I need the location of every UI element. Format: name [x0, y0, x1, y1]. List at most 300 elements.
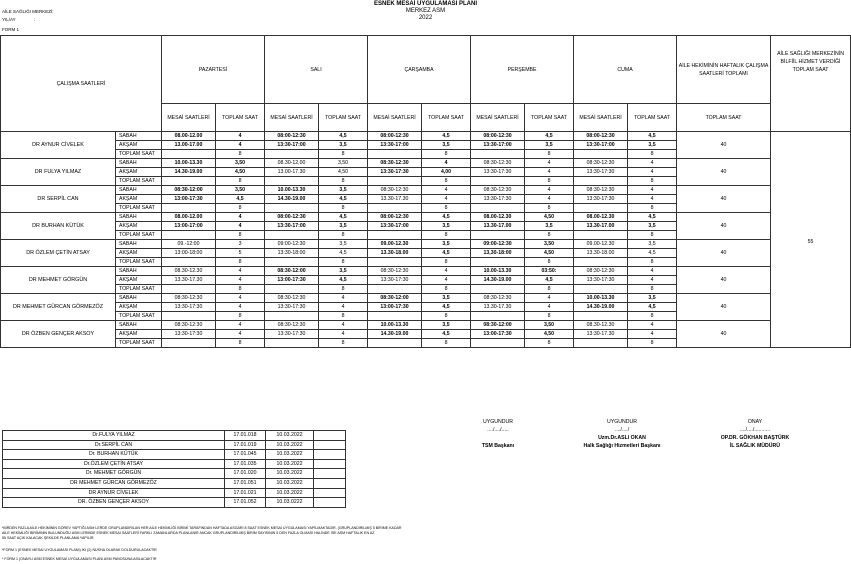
shift-total: 4,50 [525, 249, 574, 258]
signature-number: 17.01.021 [225, 488, 266, 498]
doctor-name: DR ÖZLEM ÇETİN ATSAY [1, 240, 116, 267]
signature-box [314, 459, 346, 469]
day-hours-empty [471, 204, 525, 213]
day-hours-empty [162, 312, 216, 321]
day-total: 8 [422, 258, 471, 267]
shift-hours: 13:30-17:30 [574, 276, 628, 285]
shift-hours: 13:30-17:00 [471, 141, 525, 150]
shift-total: 4 [319, 303, 368, 312]
shift-hours: 09.00-12.30 [368, 240, 422, 249]
header-weekly: AİLE HEKİMİNİN HAFTALIK ÇALIŞMA SAATLERİ TOPLAMI [677, 36, 771, 104]
document-title: ESNEK MESAİ UYGULAMASI PLANI [373, 1, 477, 7]
shift-hours: 08.00-12.00 [162, 132, 216, 141]
shift-hours: 08.00-12.30 [574, 213, 628, 222]
shift-hours: 13.30-17.00 [471, 222, 525, 231]
shift-hours: 14.30-19.00 [368, 330, 422, 339]
signature-box [314, 440, 346, 450]
approval-name: Uzm.Dr.ASLI OKAN [598, 435, 646, 441]
approval-name: OP.DR. GÖKHAN BAŞTÜRK [720, 435, 790, 441]
shift-hours: 08:30-12:30 [574, 267, 628, 276]
shift-hours: 14.30-19.00 [574, 303, 628, 312]
shift-total: 4,5 [319, 249, 368, 258]
signature-box [314, 498, 346, 508]
shift-total: 4,5 [628, 213, 677, 222]
shift-hours: 13:30-17:30 [265, 330, 319, 339]
shift-hours: 09:00-12:30 [265, 240, 319, 249]
day-hours-empty [265, 339, 319, 348]
shift-total: 4 [628, 159, 677, 168]
day-hours-empty [574, 150, 628, 159]
doctor-name: DR SERPİL CAN [1, 186, 116, 213]
shift-hours: 13:30-17:00 [368, 222, 422, 231]
day-hours-empty [471, 339, 525, 348]
shift-hours: 13:30-17:00 [574, 141, 628, 150]
shift-hours: 08:30-12:00 [265, 267, 319, 276]
shift-total: 4 [422, 267, 471, 276]
shift-hours: 08.00-12.00 [162, 213, 216, 222]
shift-label: SABAH [116, 294, 162, 303]
weekly-total: 40 [677, 240, 771, 267]
day-total: 8 [319, 339, 368, 348]
shift-total: 4 [525, 303, 574, 312]
shift-hours: 08:30-12:30 [471, 294, 525, 303]
shift-total: 4,5 [422, 132, 471, 141]
shift-total: 4 [216, 330, 265, 339]
signature-name: DR MEHMET GÜRCAN GÖRMEZÖZ [3, 478, 225, 488]
subheader-toplam: TOPLAM SAAT [422, 104, 471, 132]
shift-hours: 08:30-12:00 [368, 294, 422, 303]
note-1: *BİRDEN FAZLA AİLE HEKİMİNİN GÖREV YAPTIĞI ASM LERDE GRUPLANDIRILAN HER AİLE HEKİMLİĞİ BİRİMİ TARAFINDAN HAFTADA ASGARİ 8 SAAT ESNEK MESAİ UYGULAMASI YAPILMAKTADIR. (GRUPLANDIRILMIŞ 5 BİRİME KADAR [2, 526, 402, 530]
header-day: SALI [265, 36, 368, 104]
day-total: 8 [319, 204, 368, 213]
shift-hours: 13:30-17:00 [368, 141, 422, 150]
shift-total: 3 [216, 240, 265, 249]
shift-label: AKŞAM [116, 276, 162, 285]
shift-hours: 13:30-17:00 [265, 141, 319, 150]
shift-total: 4,5 [319, 132, 368, 141]
shift-hours: 13.30-18.00 [368, 249, 422, 258]
shift-hours: 13.30-18.00 [574, 249, 628, 258]
day-hours-empty [368, 150, 422, 159]
shift-total: 4 [216, 276, 265, 285]
day-hours-empty [574, 285, 628, 294]
note-4: *FORM 1 (ESNEK MESAİ UYGULAMASI PLANI) İKİ (2) NÜSHA OLARAK DOLDURULACAKTIR [2, 548, 157, 552]
signature-name: Dr. MEHMET GÖRGÜN [3, 469, 225, 479]
signature-row [3, 431, 346, 441]
shift-total: 4,5 [422, 249, 471, 258]
shift-label: AKŞAM [116, 249, 162, 258]
day-hours-empty [471, 312, 525, 321]
signature-number: 17.01.051 [225, 478, 266, 488]
shift-total: 4 [216, 303, 265, 312]
shift-total: 4,50 [525, 330, 574, 339]
day-hours-empty [574, 258, 628, 267]
day-total: 8 [525, 231, 574, 240]
day-total: 8 [216, 231, 265, 240]
day-hours-empty [162, 150, 216, 159]
approval-head: UYGUNDUR [483, 419, 513, 425]
header-day: ÇARŞAMBA [368, 36, 471, 104]
shift-total: 3,5 [422, 141, 471, 150]
shift-hours: 08:30-12:30 [471, 159, 525, 168]
signature-date: 10.03.2022 [266, 469, 314, 479]
header-day: PERŞEMBE [471, 36, 574, 104]
shift-total: 4 [216, 267, 265, 276]
shift-total: 3,5 [422, 240, 471, 249]
shift-total: 4 [422, 159, 471, 168]
schedule-row [1, 132, 851, 141]
shift-label: TOPLAM SAAT [116, 150, 162, 159]
shift-total: 4 [525, 186, 574, 195]
day-hours-empty [368, 231, 422, 240]
signature-date: 10.03.0222 [266, 498, 314, 508]
signature-name: Dr.ÖZLEM ÇETİN ATSAY [3, 459, 225, 469]
shift-total: 3,50 [525, 321, 574, 330]
shift-total: 4 [216, 132, 265, 141]
shift-total: 03:50: [525, 267, 574, 276]
shift-hours: 13:30-17:30 [162, 303, 216, 312]
shift-total: 4 [525, 168, 574, 177]
day-hours-empty [471, 285, 525, 294]
day-hours-empty [368, 339, 422, 348]
signature-date: 10.03.2022 [266, 450, 314, 460]
shift-total: 4,5 [319, 195, 368, 204]
signature-number: 17.01.045 [225, 450, 266, 460]
note-3: 55 SAAT AÇIK KALACAK ŞEKİLDE PLANLAMA YAPILIR. [2, 536, 95, 540]
approval-date: ..../..../ [614, 427, 630, 433]
month-label: YIL/AY : [2, 17, 35, 22]
shift-label: SABAH [116, 321, 162, 330]
day-total: 8 [628, 204, 677, 213]
shift-total: 4 [628, 168, 677, 177]
shift-hours: 09.-12:00 [162, 240, 216, 249]
shift-total: 4,5 [216, 195, 265, 204]
day-hours-empty [265, 231, 319, 240]
shift-label: AKŞAM [116, 168, 162, 177]
signature-name: Dr.FULYA YILMAZ [3, 431, 225, 441]
shift-hours: 08:30-12:30 [162, 294, 216, 303]
approval-head: UYGUNDUR [607, 419, 637, 425]
day-total: 8 [628, 258, 677, 267]
day-total: 8 [216, 339, 265, 348]
day-total: 8 [216, 312, 265, 321]
shift-hours: 13:30-17:30 [574, 168, 628, 177]
schedule-row [1, 186, 851, 195]
day-total: 8 [628, 231, 677, 240]
schedule-row [1, 294, 851, 303]
weekly-total: 40 [677, 159, 771, 186]
shift-hours: 13:30-18:00 [265, 249, 319, 258]
shift-total: 4,50 [216, 168, 265, 177]
note-2: AİLE HEKİMLİĞİ BİRİMİNİN BULUNDUĞU ASM LERMDE ESNEK MESAİ SAATLERİ FARKLI ZAMANLARDA PLANLANIR ANCAK GRUPLANDIRILMIŞ BİRİM SAYISININ 5 DEN FAZLA OLMASI HALİNDE İSE ASM HAFTALIK EN AZ [2, 531, 375, 535]
shift-total: 4 [628, 195, 677, 204]
approval-title: TSM Başkanı [481, 443, 515, 449]
signature-row [3, 469, 346, 479]
signature-date: 10.03.2022 [266, 488, 314, 498]
shift-total: 4 [628, 330, 677, 339]
day-total: 8 [525, 312, 574, 321]
signature-row [3, 478, 346, 488]
shift-hours: 13:30-17:00 [265, 222, 319, 231]
header-hours: ÇALIŞMA SAATLERİ [1, 36, 162, 132]
shift-hours: 08.00-12.30 [471, 213, 525, 222]
shift-total: 4 [525, 294, 574, 303]
day-hours-empty [162, 285, 216, 294]
shift-total: 3,5 [525, 222, 574, 231]
shift-label: TOPLAM SAAT [116, 339, 162, 348]
day-hours-empty [574, 231, 628, 240]
shift-total: 4 [422, 186, 471, 195]
signature-number: 17.01.019 [225, 440, 266, 450]
day-total: 8 [319, 177, 368, 186]
shift-hours: 08:30-12:30 [574, 186, 628, 195]
day-total: 8 [525, 150, 574, 159]
shift-total: 4,5 [422, 330, 471, 339]
day-total: 8 [319, 150, 368, 159]
day-total: 8 [422, 312, 471, 321]
shift-hours: 13:00-17:00 [162, 222, 216, 231]
form-label: FORM 1 [2, 27, 20, 32]
day-total: 8 [422, 150, 471, 159]
shift-hours: 13:30-17:30 [265, 303, 319, 312]
subheader-mesai: MESAİ SAATLERİ [574, 104, 628, 132]
day-total: 8 [628, 177, 677, 186]
schedule-row [1, 240, 851, 249]
day-hours-empty [574, 204, 628, 213]
shift-hours: 08:00-12:30 [265, 132, 319, 141]
shift-hours: 13:30-17:30 [574, 195, 628, 204]
signature-row [3, 488, 346, 498]
day-hours-empty [368, 312, 422, 321]
day-total: 8 [216, 204, 265, 213]
shift-total: 4,50 [319, 168, 368, 177]
center-label: AİLE SAĞLIĞI MERKEZİ: [2, 9, 54, 14]
shift-hours: 08:30-12:00 [471, 321, 525, 330]
signature-date: 10.03.2022 [266, 440, 314, 450]
day-total: 8 [422, 285, 471, 294]
shift-total: 4 [216, 321, 265, 330]
day-hours-empty [368, 285, 422, 294]
day-hours-empty [574, 339, 628, 348]
day-total: 8 [525, 177, 574, 186]
signature-box [314, 478, 346, 488]
shift-hours: 13.00-17.30 [265, 168, 319, 177]
shift-hours: 08:30-12:30 [368, 267, 422, 276]
shift-total: 3,5 [628, 240, 677, 249]
center-total-value: 55 [771, 132, 851, 348]
shift-hours: 08:00-12:30 [471, 132, 525, 141]
shift-label: TOPLAM SAAT [116, 204, 162, 213]
subheader-mesai: MESAİ SAATLERİ [471, 104, 525, 132]
shift-hours: 08:30-12:00 [162, 186, 216, 195]
signature-box [314, 488, 346, 498]
shift-hours: 13.30-17.30 [471, 303, 525, 312]
shift-total: 3,5 [628, 141, 677, 150]
weekly-total: 40 [677, 294, 771, 321]
shift-total: 4,5 [525, 276, 574, 285]
shift-hours: 08:00-12:30 [574, 132, 628, 141]
shift-hours: 08.30-12,00 [265, 159, 319, 168]
approval-title: İL SAĞLIK MÜDÜRÜ [729, 443, 781, 449]
subheader-mesai: MESAİ SAATLERİ [265, 104, 319, 132]
day-hours-empty [471, 150, 525, 159]
shift-total: 4 [422, 276, 471, 285]
subheader-toplam: TOPLAM SAAT [628, 104, 677, 132]
shift-total: 4 [319, 294, 368, 303]
approval-title: Halk Sağlığı Hizmetleri Başkanı [583, 443, 661, 449]
shift-total: 4 [319, 321, 368, 330]
day-total: 8 [422, 339, 471, 348]
signature-name: Dr. BURHAN KÜTÜK [3, 450, 225, 460]
doctor-name: DR MEHMET GÖRGÜN [1, 267, 116, 294]
shift-total: 4,5 [628, 249, 677, 258]
day-hours-empty [471, 258, 525, 267]
shift-hours: 13:30-17:30 [162, 330, 216, 339]
schedule-row [1, 267, 851, 276]
shift-total: 4 [628, 186, 677, 195]
shift-hours: 13:00-18:00 [162, 249, 216, 258]
signature-table [2, 430, 346, 508]
shift-total: 3,50 [525, 240, 574, 249]
signature-row [3, 498, 346, 508]
shift-total: 4,50 [525, 213, 574, 222]
shift-hours: 14.30-19.00 [162, 168, 216, 177]
shift-label: TOPLAM SAAT [116, 285, 162, 294]
schedule-row [1, 321, 851, 330]
shift-total: 4,5 [319, 213, 368, 222]
shift-hours: 13.30-17.30 [368, 195, 422, 204]
weekly-total: 40 [677, 321, 771, 348]
schedule-row [1, 213, 851, 222]
day-total: 8 [319, 231, 368, 240]
day-total: 8 [628, 285, 677, 294]
day-hours-empty [368, 204, 422, 213]
approval-head: ONAY [747, 419, 763, 425]
shift-label: SABAH [116, 186, 162, 195]
shift-total: 4 [216, 294, 265, 303]
doctor-name: DR MEHMET GÜRCAN GÖRMEZÖZ [1, 294, 116, 321]
shift-hours: 08:30-12:30 [265, 294, 319, 303]
shift-hours: 13.30-17.30 [162, 276, 216, 285]
day-total: 8 [319, 285, 368, 294]
day-total: 8 [422, 231, 471, 240]
shift-total: 4,5 [319, 276, 368, 285]
shift-label: AKŞAM [116, 141, 162, 150]
shift-hours: 10.00-13.30 [574, 294, 628, 303]
shift-total: 3,5 [525, 141, 574, 150]
day-total: 8 [216, 150, 265, 159]
shift-hours: 13:30-17:30 [368, 168, 422, 177]
shift-hours: 09.00-12.30 [574, 240, 628, 249]
shift-total: 3,50 [319, 159, 368, 168]
subheader-toplam: TOPLAM SAAT [319, 104, 368, 132]
day-total: 8 [628, 150, 677, 159]
day-hours-empty [265, 258, 319, 267]
day-hours-empty [368, 258, 422, 267]
shift-hours: 14.30-19.00 [471, 276, 525, 285]
approval-director [665, 418, 845, 450]
shift-total: 5 [216, 249, 265, 258]
day-hours-empty [574, 312, 628, 321]
subheader-mesai: MESAİ SAATLERİ [162, 104, 216, 132]
document-year: 2022 [418, 15, 433, 21]
signature-name: Dr.SERPİL CAN [3, 440, 225, 450]
shift-label: SABAH [116, 213, 162, 222]
shift-total: 4 [525, 159, 574, 168]
shift-label: AKŞAM [116, 222, 162, 231]
shift-hours: 13:00-17:30 [368, 303, 422, 312]
shift-hours: 10.00-13.30 [162, 159, 216, 168]
day-hours-empty [265, 285, 319, 294]
doctor-name: DR FULYA YILMAZ [1, 159, 116, 186]
shift-hours: 10.00-13.30 [368, 321, 422, 330]
day-hours-empty [162, 231, 216, 240]
shift-total: 4 [216, 222, 265, 231]
signature-box [314, 431, 346, 441]
shift-hours: 13,30-18:00 [471, 249, 525, 258]
shift-total: 4,5 [525, 132, 574, 141]
signature-date: 10.03.2022 [266, 459, 314, 469]
shift-hours: 10.00-13.30 [471, 267, 525, 276]
shift-label: SABAH [116, 159, 162, 168]
shift-hours: 13:30-17.30 [574, 330, 628, 339]
weekly-total: 40 [677, 213, 771, 240]
shift-label: AKŞAM [116, 303, 162, 312]
day-total: 8 [628, 339, 677, 348]
shift-total: 3,5 [422, 294, 471, 303]
signature-box [314, 450, 346, 460]
day-total: 8 [216, 258, 265, 267]
shift-total: 3,5 [422, 321, 471, 330]
shift-total: 3,5 [319, 186, 368, 195]
signature-row [3, 459, 346, 469]
shift-hours: 13.00-17.00 [162, 141, 216, 150]
shift-total: 3,5 [319, 222, 368, 231]
shift-hours: 08.30-12.30 [574, 321, 628, 330]
shift-hours: 08:00-12:30 [368, 132, 422, 141]
weekly-total: 40 [677, 132, 771, 159]
shift-total: 4 [628, 276, 677, 285]
day-total: 8 [525, 204, 574, 213]
shift-total: 3,5 [319, 267, 368, 276]
header-center-total: AİLE SAĞLIĞI MERKEZİNİN BİLFİİL HİZMET VERDİĞİ TOPLAM SAAT [771, 36, 851, 132]
shift-label: SABAH [116, 132, 162, 141]
shift-label: SABAH [116, 267, 162, 276]
doctor-name: DR ÖZBEN GENÇER AKSOY [1, 321, 116, 348]
shift-hours: 08:30-12:30 [162, 321, 216, 330]
day-total: 8 [525, 258, 574, 267]
shift-hours: 13.30-17.00 [574, 222, 628, 231]
signature-box [314, 469, 346, 479]
shift-total: 4 [216, 141, 265, 150]
shift-hours: 08:30-12:30 [265, 321, 319, 330]
day-hours-empty [265, 312, 319, 321]
day-hours-empty [162, 339, 216, 348]
subheader-mesai: MESAİ SAATLERİ [368, 104, 422, 132]
day-total: 8 [216, 177, 265, 186]
shift-total: 4,00 [422, 168, 471, 177]
signature-number: 17.01.020 [225, 469, 266, 479]
document-subtitle: MERKEZ ASM [405, 8, 446, 14]
shift-total: 4 [319, 330, 368, 339]
subheader-weekly-total: TOPLAM SAAT [677, 104, 771, 132]
signature-row [3, 440, 346, 450]
signature-name: DR AYNUR CİVELEK [3, 488, 225, 498]
shift-hours: 13:00-17:30 [471, 330, 525, 339]
shift-label: SABAH [116, 240, 162, 249]
weekly-total: 40 [677, 186, 771, 213]
shift-hours: 13:30-17:30 [471, 168, 525, 177]
